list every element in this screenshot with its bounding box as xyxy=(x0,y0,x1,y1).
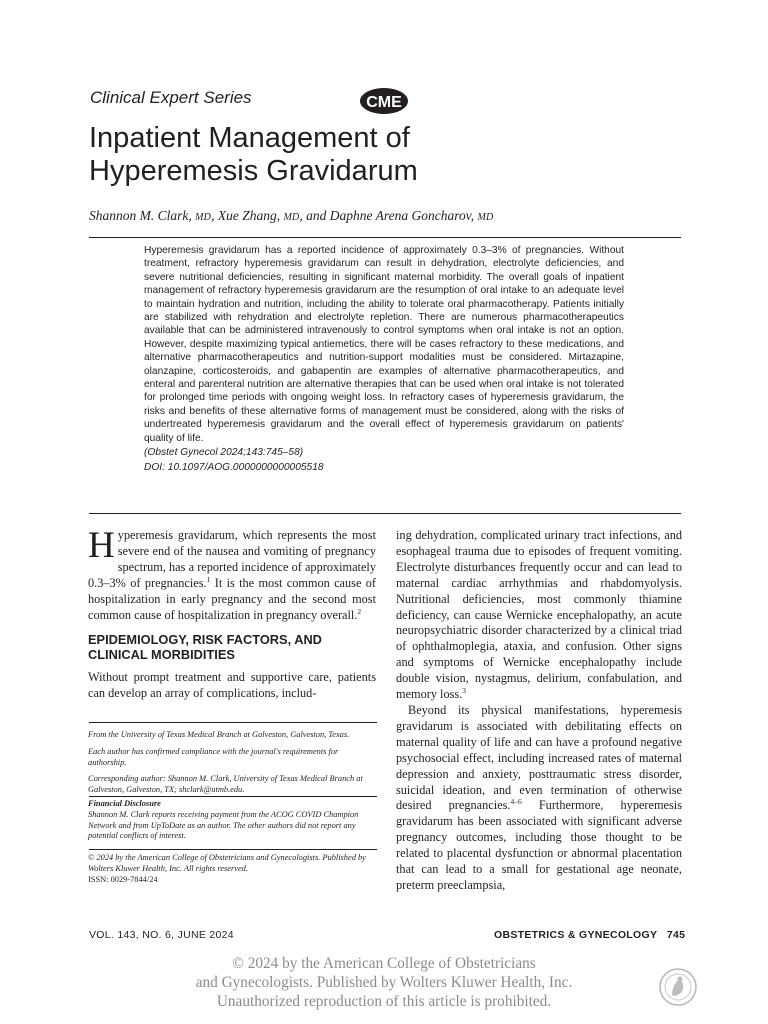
footnote-rule xyxy=(89,722,377,723)
intro-text: yperemesis gravidarum, which represents the most severe end of the nausea and vomiting of pregnancy spectrum, has a reported incidence of approximately 0.3–3% of pregnancies. xyxy=(88,528,376,590)
watermark xyxy=(150,955,618,1011)
footnotes xyxy=(88,730,376,802)
section-paragraph: Without prompt treatment and supportive care, patients can develop an array of complications, includ- xyxy=(88,670,376,701)
title-line-1: Inpatient Management of xyxy=(89,122,410,154)
complications-text: ing dehydration, complicated urinary tract infections, and esophageal trauma due to episodes of frequent vomiting. Electrolyte disturbances frequently occur and can lead to maternal cardiac arrhythmias and rhabdomyolysis. Nutritional deficiencies, most commonly thiamine deficiency, can cause Wernicke encephalopathy, an acute neuropsychiatric disorder characterized by a clinical triad of ophthalmoplegia, ataxia, and confusion. Other signs and symptoms of Wernicke encephalopathy include double vision, nystagmus, delirium, confabulation, and memory loss. xyxy=(396,528,682,702)
disclosure-rule xyxy=(89,796,377,797)
cme-badge xyxy=(359,87,409,115)
watermark-line-2: and Gynecologists. Published by Wolters Kluwer Health, Inc. xyxy=(195,973,573,991)
author-list xyxy=(89,208,493,224)
cme-badge-text: CME xyxy=(366,94,402,111)
author-1-credential: MD xyxy=(195,212,212,223)
author-1: Shannon M. Clark, xyxy=(89,208,192,223)
abstract-citation: (Obstet Gynecol 2024;143:745–58) xyxy=(144,447,304,459)
compliance-note: Each author has confirmed compliance with the journal's requirements for authorship. xyxy=(88,746,339,767)
quality-text-cont: Furthermore, hyperemesis gravidarum has been associated with significant adverse pregnancy outcomes, including those thought to be related to placental dysfunction or abnormal placentation that can lead to a small for gestational age neonate, preterm preeclampsia, xyxy=(396,798,682,892)
abstract-text: Hyperemesis gravidarum has a reported incidence of approximately 0.3–3% of pregnancies. Without treatment, refractory hyperemesis gravidarum can result in dehydration, electrolyte deficiencies, and severe nutritional deficiencies, resulting in significant maternal morbidity. The overall goals of inpatient management of refractory hyperemesis gravidarum are the resumption of oral intake to an adequate level to maintain hydration and nutrition, including the ability to tolerate oral pharmacotherapy. Patients initially are stabilized with rehydration and electrolyte repletion. There are numerous pharmacotherapeutics available that can be administered intravenously to control symptoms when oral intake is not an option. However, despite maximizing typical antiemetics, there will be cases refractory to these medications, and alternative pharmacotherapeutics and nutrition-support modalities must be considered. Mirtazapine, olanzapine, corticosteroids, and gabapentin are examples of alternative pharmacotherapeutics, and enteral and parenteral nutrition are alternative therapies that can be used when oral intake is not tolerated for prolonged time periods with ongoing weight loss. In refractory cases of hyperemesis gravidarum, the risks and benefits of these alternative forms of management must be considered, along with the risks of undertreated hyperemesis gravidarum and the overall effect of hyperemesis gravidarum on patients' quality of life. xyxy=(144,245,624,444)
ref-4-6[interactable]: 4–6 xyxy=(510,797,522,807)
watermark-line-1: © 2024 by the American College of Obstetricians xyxy=(232,955,536,972)
body-column-left xyxy=(88,525,376,702)
disclosure-heading: Financial Disclosure xyxy=(88,799,161,808)
footer-journal xyxy=(494,929,685,941)
intro-paragraph xyxy=(88,525,376,623)
ref-2[interactable]: 2 xyxy=(357,606,362,616)
author-2-credential: MD xyxy=(283,212,300,223)
intro-text-cont: It is the most common cause of hospitalization in early pregnancy and the second most common cause of hospitalization in pregnancy overall. xyxy=(88,575,376,622)
page-number: 745 xyxy=(666,929,686,941)
issn: ISSN: 0029-7844/24 xyxy=(88,874,158,884)
article-title xyxy=(89,122,649,188)
ref-3[interactable]: 3 xyxy=(462,685,467,695)
acog-seal-icon xyxy=(658,967,698,1007)
abstract xyxy=(144,244,624,474)
abstract-doi: DOI: 10.1097/AOG.0000000000005518 xyxy=(144,461,324,473)
drop-cap: H xyxy=(88,525,115,566)
abstract-bottom-rule xyxy=(89,513,681,514)
journal-name: OBSTETRICS & GYNECOLOGY xyxy=(494,929,658,941)
ref-1[interactable]: 1 xyxy=(206,574,211,584)
disclosure-text: Shannon M. Clark reports receiving payment from the ACOG COVID Champion Network and from UpToDate as an author. The other authors did not report any potential conflicts of interest. xyxy=(88,809,359,841)
section-heading: EPIDEMIOLOGY, RISK FACTORS, AND CLINICAL MORBIDITIES xyxy=(88,632,322,663)
watermark-line-3: Unauthorized reproduction of this article is prohibited. xyxy=(216,992,552,1010)
abstract-top-rule xyxy=(89,237,681,238)
copyright-block xyxy=(88,853,376,885)
affiliation-note: From the University of Texas Medical Branch at Galveston, Galveston, Texas. xyxy=(88,730,350,739)
copyright-rule xyxy=(89,849,377,850)
complications-paragraph xyxy=(396,528,682,703)
author-3-credential: MD xyxy=(477,212,494,223)
copyright-text: © 2024 by the American College of Obstetricians and Gynecologists. Published by Wolters Kluwer Health, Inc. All rights reserved. xyxy=(88,853,366,873)
title-line-2: Hyperemesis Gravidarum xyxy=(89,155,418,187)
quality-text: Beyond its physical manifestations, hyperemesis gravidarum is associated with debilitating effects on maternal quality of life and can have a profound negative psychosocial effect, including increased rates of maternal depression and anxiety, posttraumatic stress disorder, suicidal ideation, and even termination of otherwise desired pregnancies. xyxy=(396,702,682,813)
author-2: , Xue Zhang, xyxy=(211,208,281,223)
series-label: Clinical Expert Series xyxy=(90,88,252,107)
body-column-right xyxy=(396,528,682,894)
corresponding-note: Corresponding author: Shannon M. Clark, University of Texas Medical Branch at Galveston, Galveston, TX; shclark@utmb.edu. xyxy=(88,774,363,795)
quality-of-life-paragraph xyxy=(396,703,682,894)
disclosure-block xyxy=(88,799,376,848)
footer-volume: VOL. 143, NO. 6, JUNE 2024 xyxy=(89,929,234,941)
author-3: , and Daphne Arena Goncharov, xyxy=(299,208,475,223)
